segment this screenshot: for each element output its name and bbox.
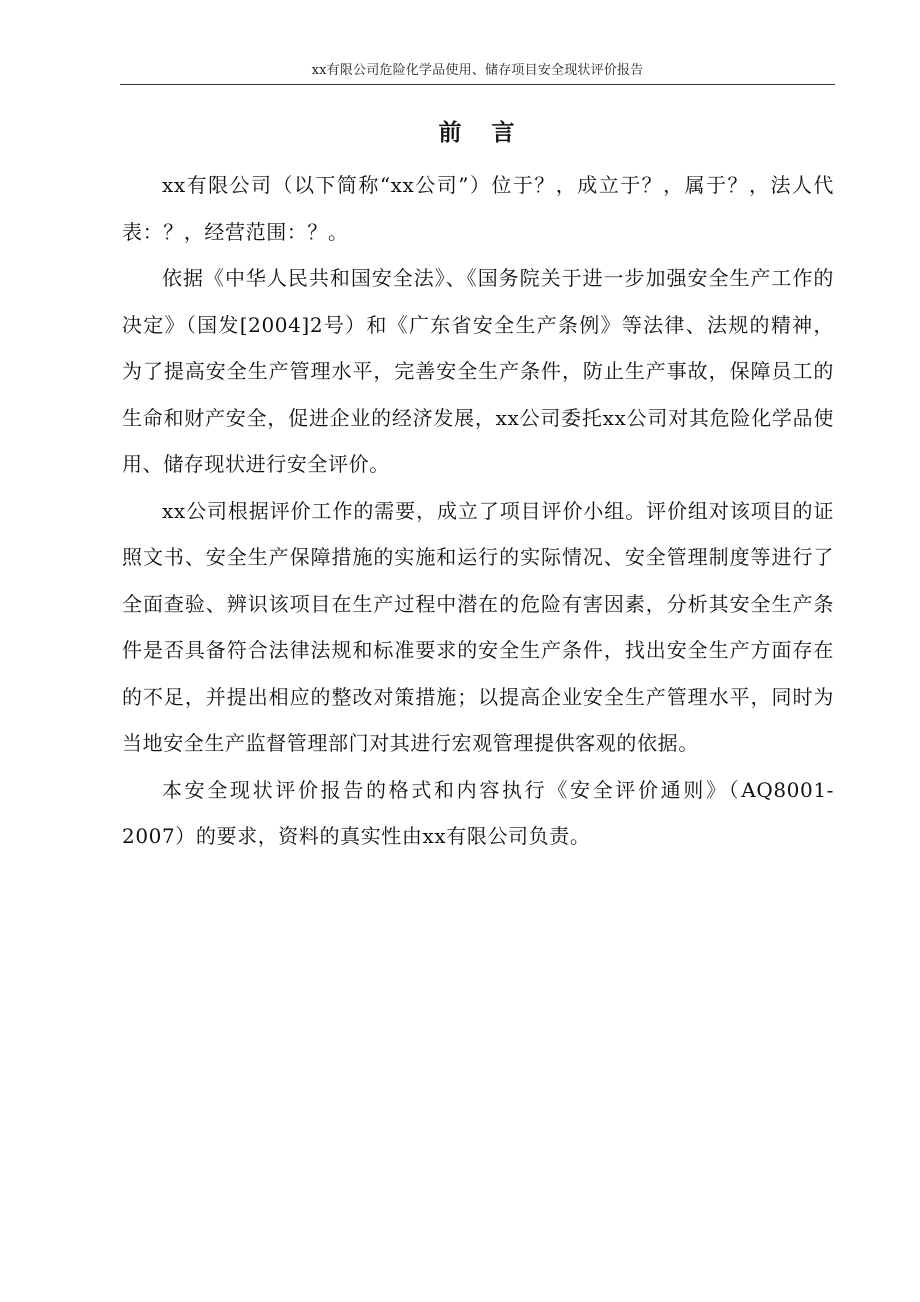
header-divider bbox=[120, 84, 835, 85]
page-title: 前 言 bbox=[438, 120, 517, 146]
paragraph-report-standard: 本安全现状评价报告的格式和内容执行《安全评价通则》（AQ8001-2007）的要求，资料的真实性由xx有限公司负责。 bbox=[122, 777, 834, 848]
running-header: xx有限公司危险化学品使用、储存项目安全现状评价报告 bbox=[311, 63, 644, 78]
body-text bbox=[122, 162, 834, 860]
paragraph-evaluation-team: xx公司根据评价工作的需要，成立了项目评价小组。评价组对该项目的证照文书、安全生产保障措施的实施和运行的实际情况、安全管理制度等进行了全面查验、辨识该项目在生产过程中潜在的危险有害因素，分析其安全生产条件是否具备符合法律法规和标准要求的安全生产条件，找出安全生产方面存在的不足，并提出相应的整改对策措施；以提高企业安全生产管理水平，同时为当地安全生产监督管理部门对其进行宏观管理提供客观的依据。 bbox=[122, 498, 834, 755]
paragraph-company-intro: xx有限公司（以下简称“xx公司”）位于？，成立于？，属于？，法人代表：？，经营范围：？。 bbox=[122, 173, 834, 244]
paragraph-legal-basis: 依据《中华人民共和国安全法》、《国务院关于进一步加强安全生产工作的决定》（国发[2004]2号）和《广东省安全生产条例》等法律、法规的精神，为了提高安全生产管理水平，完善安全生产条件，防止生产事故，保障员工的生命和财产安全，促进企业的经济发展，xx公司委托xx公司对其危险化学品使用、储存现状进行安全评价。 bbox=[122, 266, 834, 476]
